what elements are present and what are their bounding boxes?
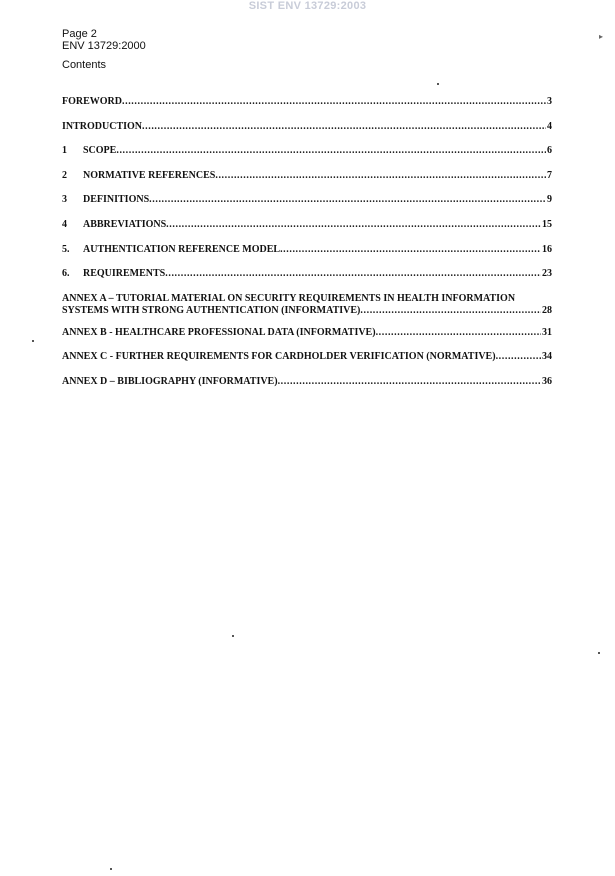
toc-leader [116,145,546,156]
toc-page: 7 [547,169,552,181]
toc-leader [376,327,541,338]
toc-title: INTRODUCTION [62,120,143,132]
toc-entry-annex-c[interactable] [62,351,552,376]
toc-title: ANNEX C - FURTHER REQUIREMENTS FOR CARDHOLDER VERIFICATION (NORMATIVE) [62,351,496,363]
scan-speck [437,83,439,85]
toc-number: 6. [62,268,70,280]
toc-page: 36 [542,375,552,387]
toc-title-line2: SYSTEMS WITH STRONG AUTHENTICATION (INFORMATIVE) [62,304,361,316]
table-of-contents [62,96,552,401]
toc-leader [496,351,541,362]
toc-title-line1: ANNEX A – TUTORIAL MATERIAL ON SECURITY REQUIREMENTS IN HEALTH INFORMATION [62,292,516,304]
toc-entry-introduction[interactable] [62,121,552,146]
toc-entry-normative-references[interactable] [62,170,552,195]
page-header [62,28,146,71]
toc-page: 15 [542,218,552,230]
toc-page: 3 [547,96,552,107]
scan-speck [32,340,34,342]
toc-title: FOREWORD [62,96,122,107]
toc-leader [165,268,541,279]
toc-entry-foreword[interactable] [62,96,552,121]
toc-entry-scope[interactable] [62,145,552,170]
toc-number: 1 [62,145,67,157]
toc-title: REQUIREMENTS [83,268,166,280]
toc-leader [166,219,541,230]
toc-leader [149,194,546,205]
watermark: SIST ENV 13729:2003 [248,0,367,12]
page-number: Page 2 [62,28,97,40]
toc-page: 28 [542,304,552,316]
toc-title: ABBREVIATIONS [83,218,167,230]
toc-title: ANNEX D – BIBLIOGRAPHY (INFORMATIVE) [62,375,278,387]
toc-entry-annex-d[interactable] [62,376,552,401]
toc-leader [122,96,546,107]
toc-leader [280,244,541,255]
toc-entry-annex-b[interactable] [62,327,552,352]
toc-number: 3 [62,194,67,206]
toc-title: AUTHENTICATION REFERENCE MODEL [83,243,281,255]
toc-title: ANNEX B - HEALTHCARE PROFESSIONAL DATA (INFORMATIVE) [62,326,376,338]
toc-leader [215,170,546,181]
toc-title: NORMATIVE REFERENCES [83,169,216,181]
toc-title: SCOPE [83,145,117,157]
scan-speck [598,652,600,654]
document-id: ENV 13729:2000 [62,40,146,52]
toc-page: 9 [547,194,552,206]
toc-page: 34 [542,351,552,363]
toc-number: 4 [62,218,67,230]
toc-entry-authentication-reference-model[interactable] [62,244,552,269]
contents-heading: Contents [62,59,107,71]
toc-leader [360,305,541,317]
edge-mark: ▸ [598,32,603,41]
toc-title: DEFINITIONS [83,194,150,206]
toc-page: 16 [542,243,552,255]
toc-number: 5. [62,243,70,255]
toc-entry-definitions[interactable] [62,194,552,219]
toc-entry-abbreviations[interactable] [62,219,552,244]
toc-page: 6 [547,145,552,157]
toc-page: 31 [542,326,552,338]
toc-page: 23 [542,268,552,280]
toc-leader [142,121,546,132]
scan-speck [110,868,112,870]
toc-entry-requirements[interactable] [62,268,552,293]
toc-entry-annex-a[interactable] [62,293,552,317]
toc-page: 4 [547,120,552,132]
toc-number: 2 [62,169,67,181]
toc-leader [278,376,541,387]
scan-speck [232,635,234,637]
